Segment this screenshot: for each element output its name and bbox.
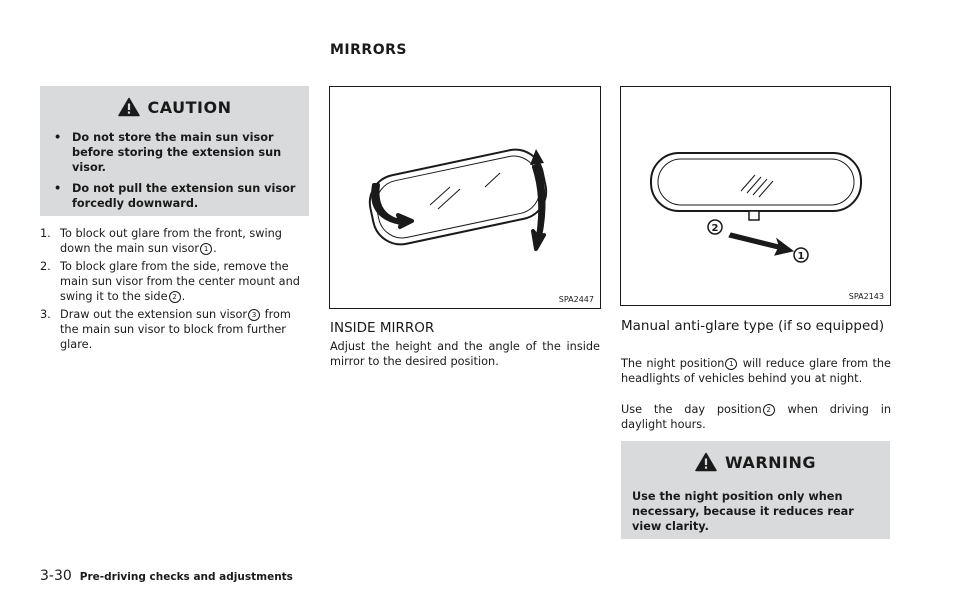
manual-antiglare-heading: Manual anti-glare type (if so equipped) bbox=[621, 318, 885, 334]
caution-item: • Do not store the main sun visor before storing the extension sun visor. bbox=[52, 130, 299, 175]
caution-header bbox=[40, 94, 309, 120]
circled-number-1-icon: 1 bbox=[725, 358, 737, 370]
caution-item: • Do not pull the extension sun visor forcedly downward. bbox=[52, 181, 299, 211]
callout-1-label: 1 bbox=[797, 251, 805, 262]
step-text-end: . bbox=[213, 242, 217, 255]
warning-header bbox=[621, 449, 890, 475]
night-position-text bbox=[621, 356, 891, 386]
night-text-start: The night position bbox=[621, 357, 725, 370]
step-text: To block out glare from the front, swing down the main sun visor bbox=[60, 227, 282, 255]
circled-number-2-icon: 2 bbox=[169, 291, 181, 303]
day-text-start: Use the day position bbox=[621, 403, 762, 416]
figure-code: SPA2143 bbox=[848, 292, 884, 301]
sun-visor-steps bbox=[40, 226, 310, 355]
step-text: To block glare from the side, remove the main sun visor from the center mount and swing it to the side bbox=[60, 260, 300, 303]
section-title: MIRRORS bbox=[330, 42, 407, 58]
circled-number-3-icon: 3 bbox=[248, 309, 260, 321]
caution-list bbox=[52, 130, 299, 217]
day-position-text bbox=[621, 402, 891, 432]
warning-label: WARNING bbox=[725, 452, 816, 472]
warning-triangle-icon bbox=[695, 452, 717, 472]
step-number: 1. bbox=[40, 227, 51, 240]
night-text-end: will reduce glare from the headlights of vehicles behind you at night. bbox=[621, 357, 891, 385]
warning-text: Use the night position only when necessary, because it reduces rear view clarity. bbox=[632, 490, 854, 533]
day-text-end: when driving in daylight hours. bbox=[621, 403, 891, 431]
page-footer bbox=[40, 568, 293, 584]
antiglare-mirror-illustration bbox=[621, 87, 890, 305]
caution-box bbox=[40, 86, 309, 216]
callout-2-label: 2 bbox=[711, 223, 719, 234]
step-item bbox=[40, 226, 310, 256]
figure-code: SPA2447 bbox=[558, 295, 594, 304]
step-number: 3. bbox=[40, 308, 51, 321]
circled-number-2-icon: 2 bbox=[763, 404, 775, 416]
circled-number-1-icon: 1 bbox=[200, 243, 212, 255]
step-item bbox=[40, 307, 310, 352]
step-text-end: from the main sun visor to block from further glare. bbox=[60, 308, 291, 351]
antiglare-mirror-figure bbox=[620, 86, 891, 306]
step-text-end: . bbox=[181, 290, 186, 303]
inside-mirror-illustration bbox=[330, 87, 600, 308]
warning-triangle-icon bbox=[118, 97, 140, 117]
inside-mirror-figure bbox=[329, 86, 601, 309]
step-number: 2. bbox=[40, 260, 51, 273]
warning-box bbox=[621, 441, 890, 539]
caution-label: CAUTION bbox=[147, 97, 232, 117]
inside-mirror-text: Adjust the height and the angle of the inside mirror to the desired position. bbox=[330, 340, 600, 368]
chapter-title: Pre-driving checks and adjustments bbox=[79, 571, 293, 583]
step-text: Draw out the extension sun visor bbox=[60, 308, 248, 321]
step-item bbox=[40, 259, 310, 304]
page-number: 3-30 bbox=[40, 568, 72, 584]
inside-mirror-heading: INSIDE MIRROR bbox=[330, 320, 435, 336]
